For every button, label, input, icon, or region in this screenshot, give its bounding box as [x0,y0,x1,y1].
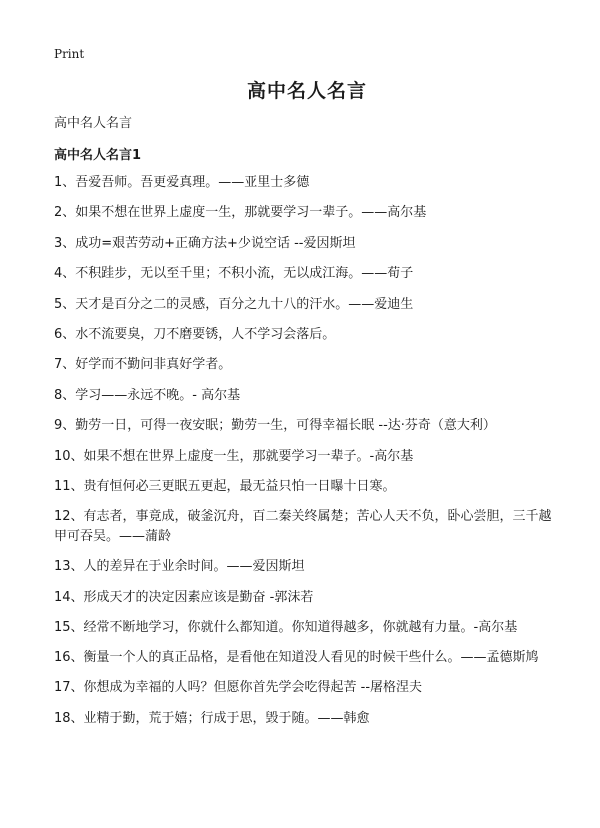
quote-item-3: 3、成功=艰苦劳动+正确方法+少说空话 --爱因斯坦 [54,235,356,251]
quote-item-2: 2、如果不想在世界上虚度一生，那就要学习一辈子。——高尔基 [54,205,427,221]
print-label: Print [54,47,85,61]
quote-item-12: 12、有志者，事竟成，破釜沉舟，百二秦关终属楚；苦心人天不负，卧心尝胆，三千越甲可吞吴。——蒲龄 [54,509,552,545]
section-heading: 高中名人名言1 [54,148,142,163]
quote-item-7: 7、好学而不勤问非真好学者。 [54,357,232,373]
quote-item-8: 8、学习——永远不晚。- 高尔基 [54,387,241,403]
quote-item-15: 15、经常不断地学习，你就什么都知道。你知道得越多，你就越有力量。-高尔基 [54,620,518,636]
page-subtitle: 高中名人名言 [54,116,133,131]
quote-item-5: 5、天才是百分之二的灵感，百分之九十八的汗水。——爱迪生 [54,296,414,312]
quote-list [54,173,560,729]
quote-item-4: 4、不积跬步，无以至千里；不积小流，无以成江海。——荀子 [54,266,414,282]
quote-item-17: 17、你想成为幸福的人吗？但愿你首先学会吃得起苦 --屠格涅夫 [54,680,423,696]
quote-item-13: 13、人的差异在于业余时间。——爱因斯坦 [54,559,305,575]
page-title: 高中名人名言 [246,80,367,102]
quote-item-11: 11、贵有恒何必三更眠五更起，最无益只怕一日曝十日寒。 [54,478,396,494]
quote-item-10: 10、如果不想在世界上虚度一生，那就要学习一辈子。-高尔基 [54,448,414,464]
quote-item-9: 9、勤劳一日，可得一夜安眠；勤劳一生，可得幸福长眠 --达·芬奇（意大利） [54,418,496,434]
quote-item-14: 14、形成天才的决定因素应该是勤奋 -郭沫若 [54,589,314,605]
quote-item-18: 18、业精于勤，荒于嬉；行成于思，毁于随。——韩愈 [54,710,370,726]
quote-item-1: 1、吾爱吾师。吾更爱真理。——亚里士多德 [54,175,310,190]
quote-item-16: 16、衡量一个人的真正品格，是看他在知道没人看见的时候干些什么。——孟德斯鸠 [54,650,539,666]
quote-item-6: 6、水不流要臭，刀不磨要锈，人不学习会落后。 [54,326,336,342]
